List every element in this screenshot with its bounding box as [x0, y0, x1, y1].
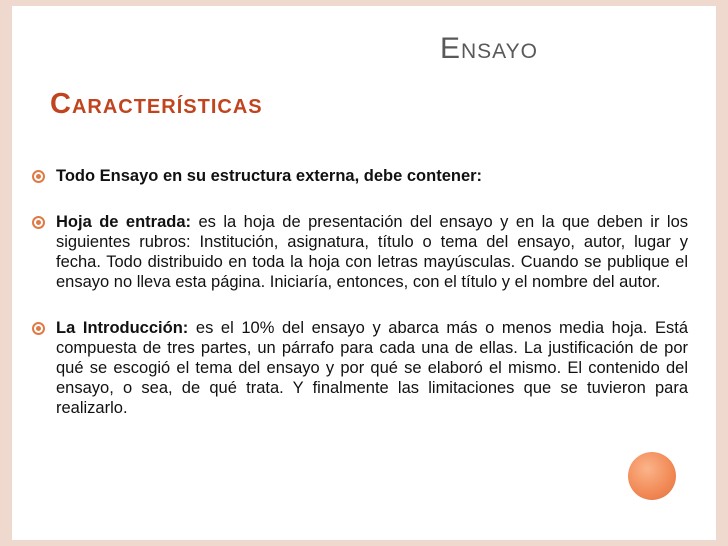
- bullet-item: [32, 318, 688, 418]
- bullet-item: [32, 212, 688, 292]
- bullet-item: [32, 166, 688, 186]
- bullet-circle-icon: [32, 216, 45, 229]
- bullet-bold-text: La Introducción:: [56, 319, 189, 337]
- frame-left: [0, 0, 12, 546]
- frame-right: [716, 0, 728, 546]
- bullet-text: es la hoja de presentación del ensayo y en la que deben ir los siguientes rubros: Institución, asignatura, título o tema del ensayo, autor, lugar y fecha. Todo distribuido en toda la hoja con letras mayúsculas. Cuando se publique el ensayo no lleva esta página. Iniciaría, entonces, con el título y el nombre del autor.: [56, 213, 688, 291]
- bullet-bold-text: Hoja de entrada:: [56, 213, 192, 231]
- slide-title: Ensayo: [440, 32, 538, 65]
- bullet-bold-text: Todo Ensayo en su estructura externa, debe contener:: [56, 167, 483, 185]
- bullet-list: [32, 166, 688, 444]
- slide-subtitle: Características: [50, 88, 263, 120]
- slide-canvas: [12, 6, 716, 540]
- frame-bottom: [0, 540, 728, 546]
- decorative-orange-circle: [628, 452, 676, 500]
- bullet-text: es el 10% del ensayo y abarca más o menos media hoja. Está compuesta de tres partes, un párrafo para cada una de ellas. La justificación de por qué se escogió el tema del ensayo y por qué se elaboró el mismo. El contenido del ensayo, o sea, de qué trata. Y finalmente las limitaciones que se tuvieron para realizarlo.: [56, 319, 689, 417]
- bullet-circle-icon: [32, 170, 45, 183]
- bullet-circle-icon: [32, 322, 45, 335]
